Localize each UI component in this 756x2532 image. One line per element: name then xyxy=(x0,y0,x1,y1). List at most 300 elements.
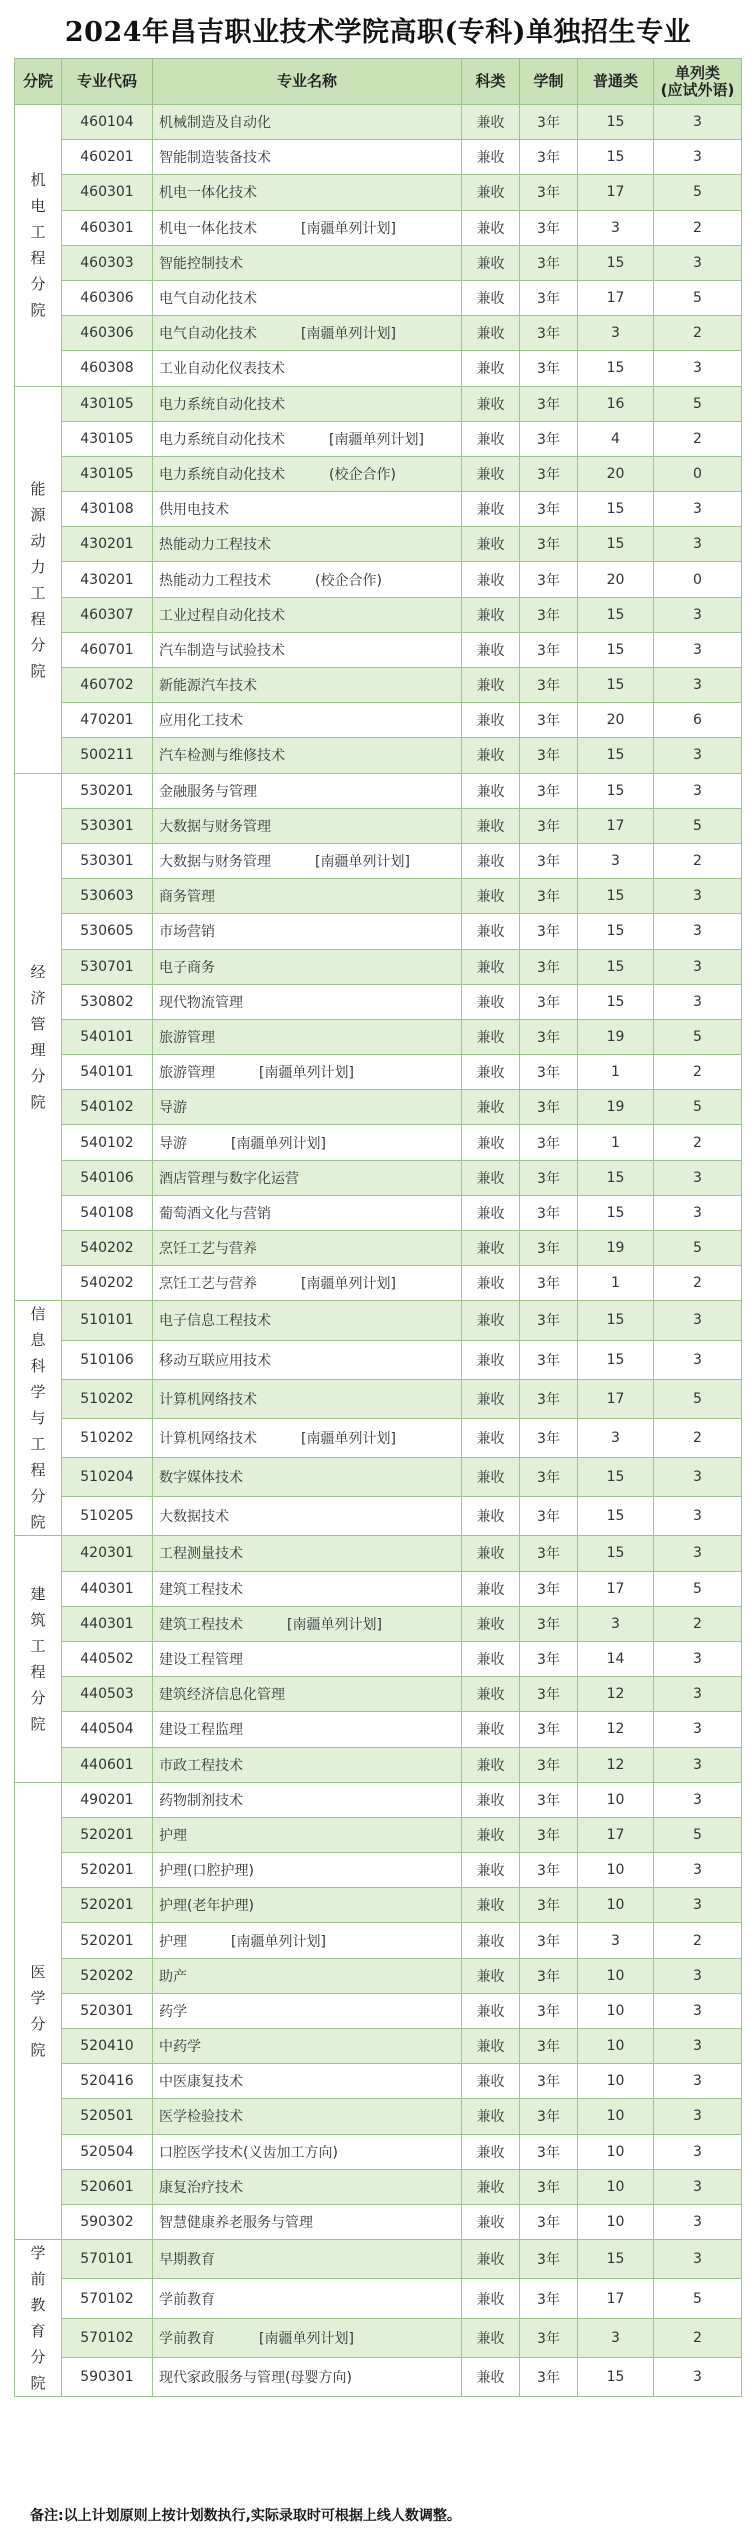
subject-type: 兼收 xyxy=(462,773,520,808)
major-code: 510205 xyxy=(62,1497,153,1536)
table-row xyxy=(15,2134,742,2169)
study-length: 3年 xyxy=(520,421,578,456)
major-code: 540106 xyxy=(62,1160,153,1195)
regular-quota: 15 xyxy=(578,632,654,667)
table-row xyxy=(15,1888,742,1923)
subject-type: 兼收 xyxy=(462,949,520,984)
major-name-cell xyxy=(153,1606,462,1641)
major-name: 葡萄酒文化与营销 xyxy=(159,1205,271,1222)
major-code: 460306 xyxy=(62,316,153,351)
regular-quota: 3 xyxy=(578,210,654,245)
major-name: 智能控制技术 xyxy=(159,255,243,272)
major-name: 建设工程监理 xyxy=(159,1722,243,1739)
subject-type: 兼收 xyxy=(462,1993,520,2028)
major-code: 520301 xyxy=(62,1993,153,2028)
header-code: 专业代码 xyxy=(62,59,153,105)
table-row xyxy=(15,1125,742,1160)
major-name: 药学 xyxy=(159,2003,187,2020)
subject-type: 兼收 xyxy=(462,175,520,210)
separate-quota: 5 xyxy=(654,1571,742,1606)
regular-quota: 10 xyxy=(578,1993,654,2028)
major-name: 工程测量技术 xyxy=(159,1546,243,1563)
study-length: 3年 xyxy=(520,1571,578,1606)
separate-quota: 3 xyxy=(654,1677,742,1712)
major-name: 建筑工程技术 xyxy=(159,1581,243,1598)
separate-quota: 5 xyxy=(654,280,742,315)
major-name-cell xyxy=(153,1888,462,1923)
table-row xyxy=(15,2169,742,2204)
table-row xyxy=(15,668,742,703)
major-name-cell xyxy=(153,421,462,456)
study-length: 3年 xyxy=(520,1266,578,1301)
subject-type: 兼收 xyxy=(462,914,520,949)
separate-quota: 3 xyxy=(654,1712,742,1747)
table-row xyxy=(15,1458,742,1497)
major-name: 工业自动化仪表技术 xyxy=(159,361,285,378)
major-code: 460307 xyxy=(62,597,153,632)
separate-quota: 5 xyxy=(654,386,742,421)
major-name-cell xyxy=(153,105,462,140)
table-row xyxy=(15,1418,742,1457)
major-name-cell xyxy=(153,668,462,703)
table-row xyxy=(15,1090,742,1125)
separate-quota: 3 xyxy=(654,2029,742,2064)
major-name-cell xyxy=(153,1090,462,1125)
major-code: 510204 xyxy=(62,1458,153,1497)
regular-quota: 10 xyxy=(578,2099,654,2134)
major-code: 430201 xyxy=(62,562,153,597)
major-name: 烹饪工艺与营养 xyxy=(159,1276,257,1293)
major-name-cell xyxy=(153,1923,462,1958)
subject-type: 兼收 xyxy=(462,2204,520,2239)
department-name: 机电工程分院 xyxy=(30,171,46,320)
regular-quota: 10 xyxy=(578,1782,654,1817)
regular-quota: 15 xyxy=(578,984,654,1019)
regular-quota: 17 xyxy=(578,1379,654,1418)
subject-type: 兼收 xyxy=(462,1458,520,1497)
major-name: 导游 xyxy=(159,1135,187,1152)
separate-quota: 3 xyxy=(654,1641,742,1676)
major-name: 机电一体化技术 xyxy=(159,185,257,202)
regular-quota: 3 xyxy=(578,1923,654,1958)
major-code: 460201 xyxy=(62,140,153,175)
regular-quota: 10 xyxy=(578,2169,654,2204)
major-name: 药物制剂技术 xyxy=(159,1792,243,1809)
major-code: 520501 xyxy=(62,2099,153,2134)
regular-quota: 17 xyxy=(578,1817,654,1852)
study-length: 3年 xyxy=(520,2279,578,2318)
separate-quota: 3 xyxy=(654,1301,742,1340)
subject-type: 兼收 xyxy=(462,1301,520,1340)
major-code: 440601 xyxy=(62,1747,153,1782)
separate-quota: 3 xyxy=(654,2169,742,2204)
major-name: 早期教育 xyxy=(159,2252,215,2269)
subject-type: 兼收 xyxy=(462,421,520,456)
major-name: 现代物流管理 xyxy=(159,994,243,1011)
major-code: 540101 xyxy=(62,1019,153,1054)
study-length: 3年 xyxy=(520,1641,578,1676)
major-name-cell xyxy=(153,1817,462,1852)
table-row xyxy=(15,1958,742,1993)
major-name: 护理(老年护理) xyxy=(159,1898,254,1915)
separate-quota: 3 xyxy=(654,527,742,562)
separate-quota: 5 xyxy=(654,1231,742,1266)
major-name-cell xyxy=(153,316,462,351)
regular-quota: 16 xyxy=(578,386,654,421)
separate-quota: 2 xyxy=(654,1606,742,1641)
table-row xyxy=(15,1497,742,1536)
table-row xyxy=(15,421,742,456)
study-length: 3年 xyxy=(520,1418,578,1457)
separate-quota: 3 xyxy=(654,1160,742,1195)
regular-quota: 15 xyxy=(578,527,654,562)
major-name: 商务管理 xyxy=(159,889,215,906)
major-name: 热能动力工程技术 xyxy=(159,572,271,589)
department-cell xyxy=(15,105,62,387)
subject-type: 兼收 xyxy=(462,1536,520,1571)
regular-quota: 15 xyxy=(578,668,654,703)
major-name: 电力系统自动化技术 xyxy=(159,396,285,413)
subject-type: 兼收 xyxy=(462,1019,520,1054)
subject-type: 兼收 xyxy=(462,1677,520,1712)
major-name-cell xyxy=(153,1712,462,1747)
major-name: 智慧健康养老服务与管理 xyxy=(159,2215,313,2232)
major-name: 金融服务与管理 xyxy=(159,783,257,800)
major-code: 460301 xyxy=(62,175,153,210)
major-code: 520202 xyxy=(62,1958,153,1993)
separate-quota: 5 xyxy=(654,1817,742,1852)
major-name-cell xyxy=(153,562,462,597)
table-row xyxy=(15,1606,742,1641)
major-name-cell xyxy=(153,245,462,280)
major-name: 大数据与财务管理 xyxy=(159,854,271,871)
subject-type: 兼收 xyxy=(462,1606,520,1641)
major-name: 市场营销 xyxy=(159,924,215,941)
major-name: 电子信息工程技术 xyxy=(159,1313,271,1330)
regular-quota: 17 xyxy=(578,2279,654,2318)
table-row xyxy=(15,527,742,562)
separate-quota: 3 xyxy=(654,2204,742,2239)
study-length: 3年 xyxy=(520,984,578,1019)
subject-type: 兼收 xyxy=(462,984,520,1019)
major-name: 康复治疗技术 xyxy=(159,2179,243,2196)
separate-quota: 6 xyxy=(654,703,742,738)
separate-quota: 3 xyxy=(654,1195,742,1230)
major-code: 490201 xyxy=(62,1782,153,1817)
separate-quota: 3 xyxy=(654,949,742,984)
subject-type: 兼收 xyxy=(462,879,520,914)
study-length: 3年 xyxy=(520,2204,578,2239)
footer-note: 备注:以上计划原则上按计划数执行,实际录取时可根据上线人数调整。 xyxy=(30,2508,461,2524)
major-name: 大数据与财务管理 xyxy=(159,818,271,835)
header-type: 科类 xyxy=(462,59,520,105)
regular-quota: 10 xyxy=(578,1888,654,1923)
major-name-cell xyxy=(153,808,462,843)
separate-quota: 2 xyxy=(654,421,742,456)
table-row xyxy=(15,1055,742,1090)
major-name: 电力系统自动化技术 xyxy=(159,466,285,483)
regular-quota: 10 xyxy=(578,2204,654,2239)
subject-type: 兼收 xyxy=(462,1195,520,1230)
table-row xyxy=(15,1231,742,1266)
subject-type: 兼收 xyxy=(462,1817,520,1852)
subject-type: 兼收 xyxy=(462,632,520,667)
separate-quota: 2 xyxy=(654,316,742,351)
separate-quota: 5 xyxy=(654,808,742,843)
separate-quota: 3 xyxy=(654,1958,742,1993)
separate-quota: 3 xyxy=(654,1747,742,1782)
major-name-cell xyxy=(153,1641,462,1676)
major-name-cell xyxy=(153,738,462,773)
major-name: 电气自动化技术 xyxy=(159,326,257,343)
table-row xyxy=(15,1379,742,1418)
major-code: 510106 xyxy=(62,1340,153,1379)
separate-quota: 3 xyxy=(654,668,742,703)
study-length: 3年 xyxy=(520,1993,578,2028)
major-note: [南疆单列计划] xyxy=(301,326,396,343)
department-name: 医学分院 xyxy=(30,1962,46,2059)
major-name: 旅游管理 xyxy=(159,1029,215,1046)
regular-quota: 15 xyxy=(578,2357,654,2396)
major-name: 建筑经济信息化管理 xyxy=(159,1687,285,1704)
major-name: 汽车制造与试验技术 xyxy=(159,642,285,659)
separate-quota: 5 xyxy=(654,1379,742,1418)
table-row xyxy=(15,2279,742,2318)
separate-quota: 2 xyxy=(654,2318,742,2357)
table-row xyxy=(15,1993,742,2028)
table-row xyxy=(15,1712,742,1747)
regular-quota: 3 xyxy=(578,843,654,878)
major-name: 移动互联应用技术 xyxy=(159,1352,271,1369)
department-name: 学前教育分院 xyxy=(30,2244,46,2393)
regular-quota: 15 xyxy=(578,1536,654,1571)
major-code: 430201 xyxy=(62,527,153,562)
table-row xyxy=(15,879,742,914)
table-row xyxy=(15,808,742,843)
subject-type: 兼收 xyxy=(462,1888,520,1923)
regular-quota: 10 xyxy=(578,1958,654,1993)
table-row xyxy=(15,2357,742,2396)
major-code: 520201 xyxy=(62,1817,153,1852)
study-length: 3年 xyxy=(520,1340,578,1379)
subject-type: 兼收 xyxy=(462,2099,520,2134)
major-name-cell xyxy=(153,1340,462,1379)
major-code: 570102 xyxy=(62,2279,153,2318)
major-code: 420301 xyxy=(62,1536,153,1571)
study-length: 3年 xyxy=(520,808,578,843)
study-length: 3年 xyxy=(520,562,578,597)
table-row xyxy=(15,1641,742,1676)
table-row xyxy=(15,1923,742,1958)
separate-quota: 2 xyxy=(654,1266,742,1301)
study-length: 3年 xyxy=(520,2134,578,2169)
study-length: 3年 xyxy=(520,527,578,562)
study-length: 3年 xyxy=(520,1160,578,1195)
major-name-cell xyxy=(153,175,462,210)
major-name: 烹饪工艺与营养 xyxy=(159,1241,257,1258)
separate-quota: 3 xyxy=(654,1458,742,1497)
major-note: [南疆单列计划] xyxy=(301,1276,396,1293)
major-name-cell xyxy=(153,597,462,632)
subject-type: 兼收 xyxy=(462,105,520,140)
table-row xyxy=(15,105,742,140)
major-name-cell xyxy=(153,703,462,738)
major-code: 460306 xyxy=(62,280,153,315)
table-row xyxy=(15,351,742,386)
major-code: 530605 xyxy=(62,914,153,949)
regular-quota: 15 xyxy=(578,597,654,632)
major-name: 市政工程技术 xyxy=(159,1757,243,1774)
major-code: 460308 xyxy=(62,351,153,386)
major-name-cell xyxy=(153,1993,462,2028)
major-name-cell xyxy=(153,351,462,386)
major-name-cell xyxy=(153,2279,462,2318)
subject-type: 兼收 xyxy=(462,1266,520,1301)
regular-quota: 19 xyxy=(578,1019,654,1054)
major-code: 540102 xyxy=(62,1125,153,1160)
major-code: 440504 xyxy=(62,1712,153,1747)
major-code: 540108 xyxy=(62,1195,153,1230)
study-length: 3年 xyxy=(520,597,578,632)
regular-quota: 10 xyxy=(578,2134,654,2169)
major-note: [南疆单列计划] xyxy=(259,1065,354,1082)
major-code: 460301 xyxy=(62,210,153,245)
regular-quota: 15 xyxy=(578,245,654,280)
subject-type: 兼收 xyxy=(462,2357,520,2396)
subject-type: 兼收 xyxy=(462,1747,520,1782)
major-name-cell xyxy=(153,2099,462,2134)
subject-type: 兼收 xyxy=(462,703,520,738)
study-length: 3年 xyxy=(520,703,578,738)
subject-type: 兼收 xyxy=(462,1125,520,1160)
regular-quota: 3 xyxy=(578,1606,654,1641)
subject-type: 兼收 xyxy=(462,386,520,421)
major-name-cell xyxy=(153,1055,462,1090)
study-length: 3年 xyxy=(520,1019,578,1054)
study-length: 3年 xyxy=(520,1888,578,1923)
study-length: 3年 xyxy=(520,2169,578,2204)
major-name-cell xyxy=(153,632,462,667)
regular-quota: 15 xyxy=(578,1301,654,1340)
major-note: (校企合作) xyxy=(329,466,396,483)
major-name: 大数据技术 xyxy=(159,1509,229,1526)
study-length: 3年 xyxy=(520,1853,578,1888)
subject-type: 兼收 xyxy=(462,597,520,632)
table-row xyxy=(15,1782,742,1817)
major-note: [南疆单列计划] xyxy=(301,220,396,237)
separate-quota: 3 xyxy=(654,984,742,1019)
separate-quota: 3 xyxy=(654,140,742,175)
major-name: 建设工程管理 xyxy=(159,1652,243,1669)
regular-quota: 15 xyxy=(578,1160,654,1195)
major-name-cell xyxy=(153,1853,462,1888)
separate-quota: 3 xyxy=(654,1993,742,2028)
major-code: 430108 xyxy=(62,492,153,527)
major-name-cell xyxy=(153,1571,462,1606)
study-length: 3年 xyxy=(520,351,578,386)
table-row xyxy=(15,738,742,773)
page-title: 2024年昌吉职业技术学院高职(专科)单独招生专业 xyxy=(64,16,692,48)
major-name: 机械制造及自动化 xyxy=(159,115,271,132)
major-name-cell xyxy=(153,1536,462,1571)
major-code: 570101 xyxy=(62,2240,153,2279)
regular-quota: 10 xyxy=(578,2029,654,2064)
major-name-cell xyxy=(153,1418,462,1457)
major-name-cell xyxy=(153,1747,462,1782)
major-code: 430105 xyxy=(62,421,153,456)
study-length: 3年 xyxy=(520,879,578,914)
separate-quota: 3 xyxy=(654,492,742,527)
department-cell xyxy=(15,773,62,1301)
separate-quota: 3 xyxy=(654,738,742,773)
major-note: [南疆单列计划] xyxy=(329,431,424,448)
regular-quota: 15 xyxy=(578,492,654,527)
major-name-cell xyxy=(153,1125,462,1160)
table-row xyxy=(15,1340,742,1379)
enrollment-table xyxy=(14,58,742,2397)
regular-quota: 1 xyxy=(578,1125,654,1160)
major-name-cell xyxy=(153,949,462,984)
regular-quota: 15 xyxy=(578,140,654,175)
regular-quota: 1 xyxy=(578,1266,654,1301)
regular-quota: 20 xyxy=(578,562,654,597)
header-dept: 分院 xyxy=(15,59,62,105)
major-name: 计算机网络技术 xyxy=(159,1430,257,1447)
regular-quota: 12 xyxy=(578,1747,654,1782)
study-length: 3年 xyxy=(520,949,578,984)
table-row xyxy=(15,984,742,1019)
study-length: 3年 xyxy=(520,140,578,175)
department-cell xyxy=(15,1301,62,1536)
separate-quota: 3 xyxy=(654,1853,742,1888)
major-name-cell xyxy=(153,2029,462,2064)
separate-quota: 3 xyxy=(654,2357,742,2396)
major-name-cell xyxy=(153,1160,462,1195)
subject-type: 兼收 xyxy=(462,808,520,843)
study-length: 3年 xyxy=(520,2240,578,2279)
major-code: 440502 xyxy=(62,1641,153,1676)
regular-quota: 17 xyxy=(578,808,654,843)
table-row xyxy=(15,703,742,738)
study-length: 3年 xyxy=(520,2029,578,2064)
separate-quota: 3 xyxy=(654,351,742,386)
table-row xyxy=(15,1571,742,1606)
subject-type: 兼收 xyxy=(462,280,520,315)
study-length: 3年 xyxy=(520,1817,578,1852)
major-code: 530301 xyxy=(62,843,153,878)
major-name-cell xyxy=(153,1379,462,1418)
major-code: 540102 xyxy=(62,1090,153,1125)
header-separate-line1: 单列类 xyxy=(674,63,720,82)
study-length: 3年 xyxy=(520,210,578,245)
study-length: 3年 xyxy=(520,492,578,527)
separate-quota: 3 xyxy=(654,2064,742,2099)
regular-quota: 12 xyxy=(578,1677,654,1712)
major-name-cell xyxy=(153,984,462,1019)
regular-quota: 17 xyxy=(578,175,654,210)
major-note: [南疆单列计划] xyxy=(231,1135,326,1152)
subject-type: 兼收 xyxy=(462,1571,520,1606)
department-name: 经济管理分院 xyxy=(30,962,46,1111)
major-code: 570102 xyxy=(62,2318,153,2357)
separate-quota: 3 xyxy=(654,632,742,667)
major-name: 导游 xyxy=(159,1100,187,1117)
major-code: 460702 xyxy=(62,668,153,703)
major-code: 440503 xyxy=(62,1677,153,1712)
major-code: 440301 xyxy=(62,1606,153,1641)
subject-type: 兼收 xyxy=(462,527,520,562)
major-name: 热能动力工程技术 xyxy=(159,537,271,554)
